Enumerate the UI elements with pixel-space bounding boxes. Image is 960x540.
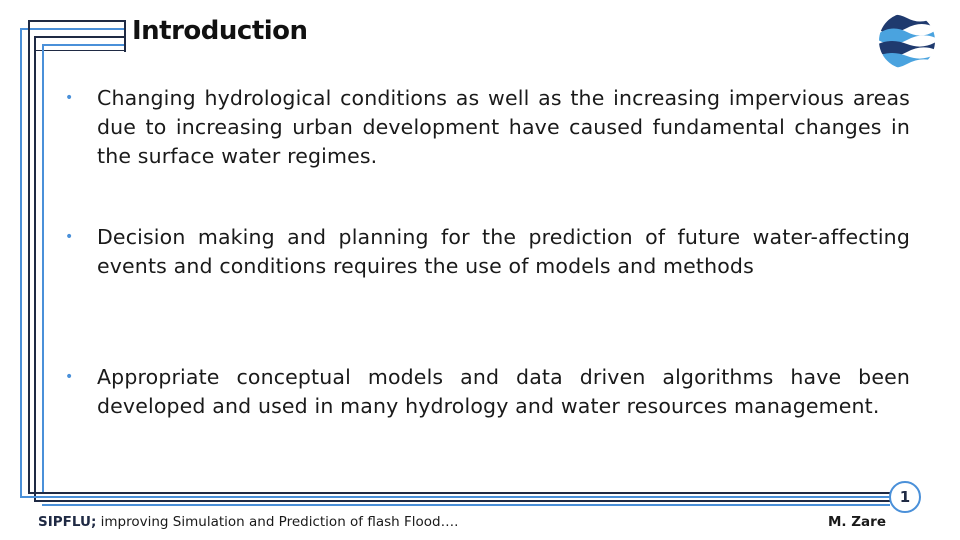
list-item bbox=[64, 223, 910, 281]
bullet-text: Appropriate conceptual models and data driven algorithms have been developed and used in many hydrology and water resources management. bbox=[97, 365, 910, 418]
frame-line bbox=[34, 500, 890, 502]
footer-subtitle: improving Simulation and Prediction of flash Flood…. bbox=[96, 514, 459, 530]
page-number: 1 bbox=[889, 481, 921, 513]
slide-title: Introduction bbox=[132, 16, 308, 46]
frame-line bbox=[28, 20, 126, 22]
bullet-dot-icon: • bbox=[65, 90, 74, 106]
frame-line bbox=[42, 44, 126, 46]
footer-brand: SIPFLU; bbox=[38, 514, 97, 530]
frame-line bbox=[20, 496, 890, 498]
frame-line bbox=[20, 28, 22, 498]
wave-logo-icon bbox=[878, 12, 936, 70]
bullet-text: Decision making and planning for the prediction of future water-affecting events and conditions requires the use of models and methods bbox=[97, 225, 910, 278]
frame-line bbox=[34, 36, 126, 38]
frame-line bbox=[28, 492, 890, 494]
frame-line bbox=[20, 28, 126, 30]
bullet-dot-icon: • bbox=[65, 369, 74, 385]
frame-line bbox=[36, 50, 126, 51]
frame-line bbox=[28, 20, 30, 494]
frame-line bbox=[124, 20, 126, 52]
footer-author: M. Zare bbox=[828, 514, 886, 530]
bullet-text: Changing hydrological conditions as well as the increasing impervious areas due to increasing urban development have caused fundamental changes in the surface water regimes. bbox=[97, 86, 910, 168]
footer-project bbox=[38, 514, 458, 530]
bullet-dot-icon: • bbox=[65, 229, 74, 245]
list-item bbox=[64, 363, 910, 421]
frame-line bbox=[34, 36, 36, 500]
frame-line bbox=[42, 504, 890, 506]
frame-line bbox=[42, 44, 44, 494]
list-item bbox=[64, 84, 910, 171]
